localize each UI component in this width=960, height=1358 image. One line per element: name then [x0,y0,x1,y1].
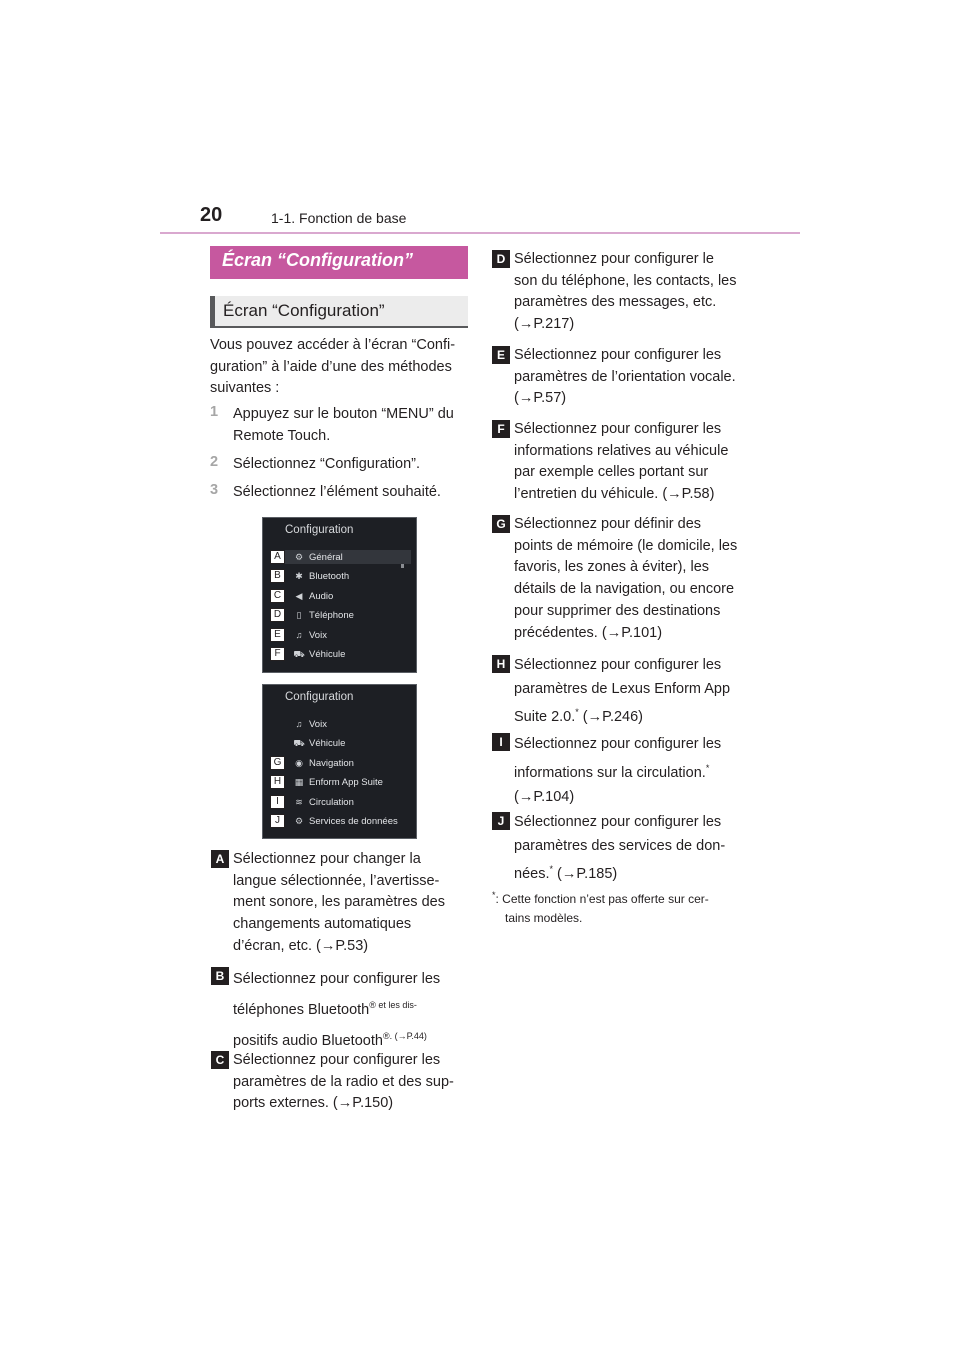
description-line: (→P.57) [514,390,567,407]
menu-item-phone[interactable] [293,608,354,622]
description-f [514,419,728,506]
car-icon: ⛟ [293,649,305,659]
description-d [514,249,736,336]
step-number: 1 [210,404,219,420]
menu-item-vehicle[interactable] [293,736,345,750]
description-line: paramètres de la radio et des sup- [233,1073,454,1090]
menu-item-voice[interactable] [293,628,327,642]
menu-item-navigation[interactable] [293,756,354,770]
menu-item-enform-app-suite[interactable] [293,775,383,789]
description-line: informations relatives au véhicule [514,442,729,459]
description-line [514,701,730,729]
description-h [514,654,730,729]
subheading-title: Écran “Configuration” [223,301,385,320]
intro-line: suivantes : [210,380,280,397]
description-line [514,756,721,785]
description-line: paramètres des services de don- [514,837,726,854]
callout-tag-b: B [270,569,285,583]
menu-item-label: Général [309,552,343,563]
description-text: Suite 2.0. [514,708,576,725]
footnote-line [492,886,709,909]
description-line: son du téléphone, les contacts, les [514,272,737,289]
description-line: ports externes. (→P.150) [233,1095,394,1112]
callout-tag-g: G [270,756,285,770]
menu-item-label: Voix [309,630,327,641]
description-line: favoris, les zones à éviter), les [514,559,710,576]
description-line: l’entretien du véhicule. (→P.58) [514,486,715,503]
menu-item-label: Enform App Suite [309,777,383,788]
description-text: ®. (→P.44) [382,1030,427,1041]
screen-title: Configuration [285,691,354,703]
description-line: Sélectionnez pour configurer les [233,971,441,987]
description-text: informations sur la circulation. [514,764,706,781]
description-line: (→P.104) [514,788,575,805]
menu-item-data-services[interactable] [293,814,398,828]
description-line: changements automatiques [233,916,412,933]
menu-item-traffic[interactable] [293,795,354,809]
intro-line: Vous pouvez accéder à l’écran “Confi- [210,337,456,353]
menu-item-label: Audio [309,591,334,602]
callout-tag-j: J [270,814,285,828]
label-h: H [492,655,510,673]
footnote-mark: * [549,864,553,874]
car-icon: ⛟ [293,738,305,748]
label-d: D [492,250,510,268]
gear-icon: ⚙ [294,552,304,562]
description-g [514,514,737,644]
description-j [514,811,725,886]
label-j: J [492,812,510,830]
voice-icon: ♫ [295,719,303,729]
label-c: C [211,1051,229,1069]
description-text: ® et les dis- [369,1000,417,1010]
footnote-text: : Cette fonction n’est pas offerte sur cer- [495,892,709,906]
description-line [233,992,440,1023]
intro-paragraph [210,335,455,400]
footnote [492,886,709,928]
screen-title: Configuration [285,524,354,536]
description-a [233,849,445,958]
menu-item-label: Circulation [309,797,354,808]
description-text: nées. [514,865,550,882]
callout-tag-e: E [270,628,285,642]
callout-tag-a: A [270,550,285,564]
description-line: Sélectionnez pour configurer les [514,421,722,437]
description-line: Sélectionnez pour changer la [233,851,421,867]
description-line: pour supprimer des destinations [514,602,721,619]
description-line: Sélectionnez pour configurer les [514,736,722,752]
menu-item-label: Véhicule [309,738,346,749]
menu-item-label: Téléphone [309,610,354,621]
menu-item-voice[interactable] [293,717,327,731]
description-line: précédentes. (→P.101) [514,624,663,641]
description-e [514,345,736,410]
description-line: Sélectionnez pour configurer les [514,657,722,673]
callout-tag-i: I [270,795,285,809]
footnote-mark: * [705,763,710,773]
step-text: Sélectionnez l’élément souhaité. [233,484,441,500]
intro-line: guration” à l’aide d’une des méthodes [210,358,452,375]
description-b [233,966,440,1054]
description-line: Sélectionnez pour configurer le [514,251,714,267]
description-line: points de mémoire (le domicile, les [514,537,738,554]
navigation-icon: ◉ [295,758,303,768]
traffic-icon: ≋ [295,797,303,807]
label-f: F [492,420,510,438]
label-i: I [492,733,510,751]
step-number: 2 [210,454,219,470]
description-line: détails de la navigation, ou encore [514,581,735,598]
menu-item-label: Navigation [309,758,354,769]
callout-tag-f: F [270,647,285,661]
menu-item-vehicle[interactable] [293,647,345,661]
description-line: Sélectionnez pour configurer les [514,347,722,363]
phone-icon: ▯ [296,610,302,620]
banner-title: Écran “Configuration” [222,250,414,270]
bluetooth-icon: ✱ [295,571,303,581]
description-text: positifs audio Bluetooth [233,1032,383,1049]
description-text: (→P.246) [578,708,643,725]
label-a: A [211,850,229,868]
menu-item-bluetooth[interactable] [293,569,349,583]
menu-item-label: Voix [309,719,327,730]
step-text [233,404,454,447]
description-line: paramètres de l’orientation vocale. [514,368,736,385]
menu-item-label: Services de données [309,816,398,827]
page-number: 20 [200,204,223,226]
step-line: Appuyez sur le bouton “MENU” du [233,406,454,422]
description-text: téléphones Bluetooth [233,1001,370,1018]
label-e: E [492,346,510,364]
label-b: B [211,967,229,985]
description-line: ment sonore, les paramètres des [233,894,445,911]
data-icon: ⚙ [294,816,304,826]
description-line [514,858,725,886]
voice-icon: ♫ [295,630,303,640]
menu-item-label: Bluetooth [309,571,350,582]
description-line: Sélectionnez pour configurer les [514,814,722,830]
speaker-icon: ◀ [295,591,303,601]
description-line: (→P.217) [514,316,575,333]
description-line: paramètres des messages, etc. [514,294,717,311]
menu-item-general[interactable] [285,550,411,564]
menu-item-audio[interactable] [293,589,333,603]
app-icon: ▦ [294,777,304,787]
subheading-box [210,296,468,328]
step-text: Sélectionnez “Configuration”. [233,456,420,472]
footnote-mark: * [575,707,579,717]
section-banner [210,246,468,279]
footnote-line: tains modèles. [505,911,583,925]
step-number: 3 [210,482,219,498]
configuration-screen-2 [262,684,417,839]
description-line: Sélectionnez pour définir des [514,516,702,532]
section-heading: 1-1. Fonction de base [271,210,407,226]
description-line: Sélectionnez pour configurer les [233,1052,441,1068]
header-rule [160,232,800,234]
description-i [514,732,721,809]
description-line: d’écran, etc. (→P.53) [233,937,369,954]
callout-tag-h: H [270,775,285,789]
callout-tag-d: D [270,608,285,622]
description-c [233,1050,454,1115]
footnote-mark: * [492,890,496,900]
description-line: paramètres de Lexus Enform App [514,680,731,697]
description-text: (→P.185) [553,865,618,882]
configuration-screen-1 [262,517,417,673]
label-g: G [492,515,510,533]
callout-tag-c: C [270,589,285,603]
step-line: Remote Touch. [233,427,331,444]
menu-item-label: Véhicule [309,649,346,660]
description-line: langue sélectionnée, l’avertisse- [233,872,440,889]
description-line: par exemple celles portant sur [514,464,709,481]
